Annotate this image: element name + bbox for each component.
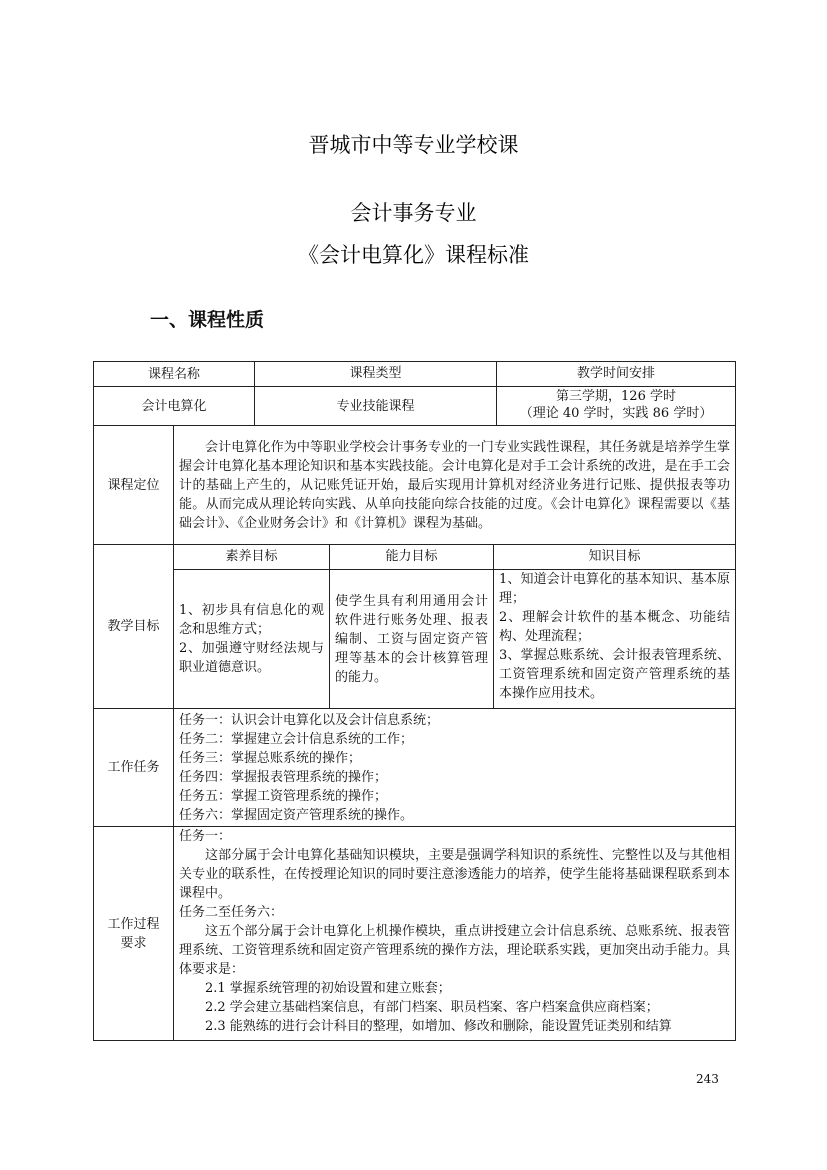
task-item: 任务二：掌握建立会计信息系统的工作； — [179, 731, 414, 747]
section-heading: 一、课程性质 — [150, 309, 265, 331]
goals-quality-text: 1、初步具有信息化的观念和思维方式； 2、加强遵守财经法规与职业道德意识。 — [174, 570, 330, 708]
process-label — [94, 827, 174, 1041]
goals-ability-text: 使学生具有利用通用会计软件进行账务处理、报表编制、工资与固定资产管理等基本的会计核算管理的能力。 — [330, 570, 494, 708]
task-item: 任务五：掌握工资管理系统的操作； — [179, 788, 388, 804]
process-task1-heading: 任务一： — [179, 829, 232, 844]
task-item: 任务一：认识会计电算化以及会计信息系统； — [179, 712, 440, 728]
process-content — [174, 827, 736, 1041]
tasks-label: 工作任务 — [94, 709, 174, 827]
process-requirement: 2.1 掌握系统管理的初始设置和建立账套； — [205, 981, 451, 996]
goals-knowledge-header: 知识目标 — [588, 549, 641, 564]
tasks-list — [174, 709, 736, 827]
major-title: 会计事务专业 — [350, 201, 477, 225]
process-requirement: 2.2 学会建立基础档案信息，有部门档案、职员档案、客户档案盒供应商档案； — [205, 1000, 659, 1015]
process-label-line-1: 工作过程 — [107, 916, 160, 932]
goals-quality-header: 素养目标 — [174, 545, 330, 569]
header-course-type: 课程类型 — [255, 362, 497, 386]
process-task1-text: 这部分属于会计电算化基础知识模块，主要是强调学科知识的系统性、完整性以及与其他相关专业的联系性，在传授理论知识的同时要注意渗透能力的培养，使学生能将基础课程联系到本课程中。 — [179, 848, 731, 901]
header-schedule: 教学时间安排 — [577, 366, 656, 381]
goals-knowledge-text: 1、知道会计电算化的基本知识、基本原理； 2、理解会计软件的基本概念、功能结构、处理流程； 3、掌握总账系统、会计报表管理系统、工资管理系统和固定资产管理系统的基本操作应用技术。 — [499, 572, 731, 701]
task-item: 任务四：掌握报表管理系统的操作； — [179, 769, 388, 785]
course-standard-table — [93, 361, 736, 1041]
course-title: 《会计电算化》课程标准 — [298, 243, 529, 267]
task-item: 任务三：掌握总账系统的操作； — [179, 750, 362, 766]
header-course-name: 课程名称 — [94, 362, 255, 387]
goals-ability-header: 能力目标 — [330, 545, 494, 569]
schedule-line-2: （理论 40 学时，实践 86 学时） — [519, 406, 713, 421]
course-type-value: 专业技能课程 — [255, 387, 497, 425]
course-name-value: 会计电算化 — [94, 387, 255, 426]
schedule-line-1: 第三学期，126 学时 — [556, 389, 676, 404]
process-task2-text: 这五个部分属于会计电算化上机操作模块，重点讲授建立会计信息系统、总账系统、报表管理系统、工资管理系统和固定资产管理系统的操作方法，理论联系实践，更加突出动手能力。具体要求是： — [179, 924, 731, 977]
page-number: 243 — [696, 1072, 719, 1086]
process-task2-heading: 任务二至任务六： — [179, 905, 284, 920]
process-label-line-2: 要求 — [120, 935, 147, 951]
task-item: 任务六：掌握固定资产管理系统的操作。 — [179, 807, 414, 823]
document-title: 晋城市中等专业学校课 — [308, 133, 519, 157]
positioning-label: 课程定位 — [94, 426, 174, 545]
goals-label: 教学目标 — [94, 545, 174, 709]
positioning-text: 会计电算化作为中等职业学校会计事务专业的一门专业实践性课程，其任务就是培养学生掌握会计电算化基本理论知识和基本实践技能。会计电算化是对手工会计系统的改进，是在手工会计的基础上产生的，从记账凭证开始，最后实现用计算机对经济业务进行记账、提供报表等功能。从而完成从理论转向实践、从单向技能向综合技能的过度。《会计电算化》课程需要以《基础会计》、《企业财务会计》和《计算机》课程为基础。 — [174, 426, 736, 545]
process-requirement: 2.3 能熟练的进行会计科目的整理，如增加、修改和删除，能设置凭证类别和结算 — [205, 1019, 672, 1034]
